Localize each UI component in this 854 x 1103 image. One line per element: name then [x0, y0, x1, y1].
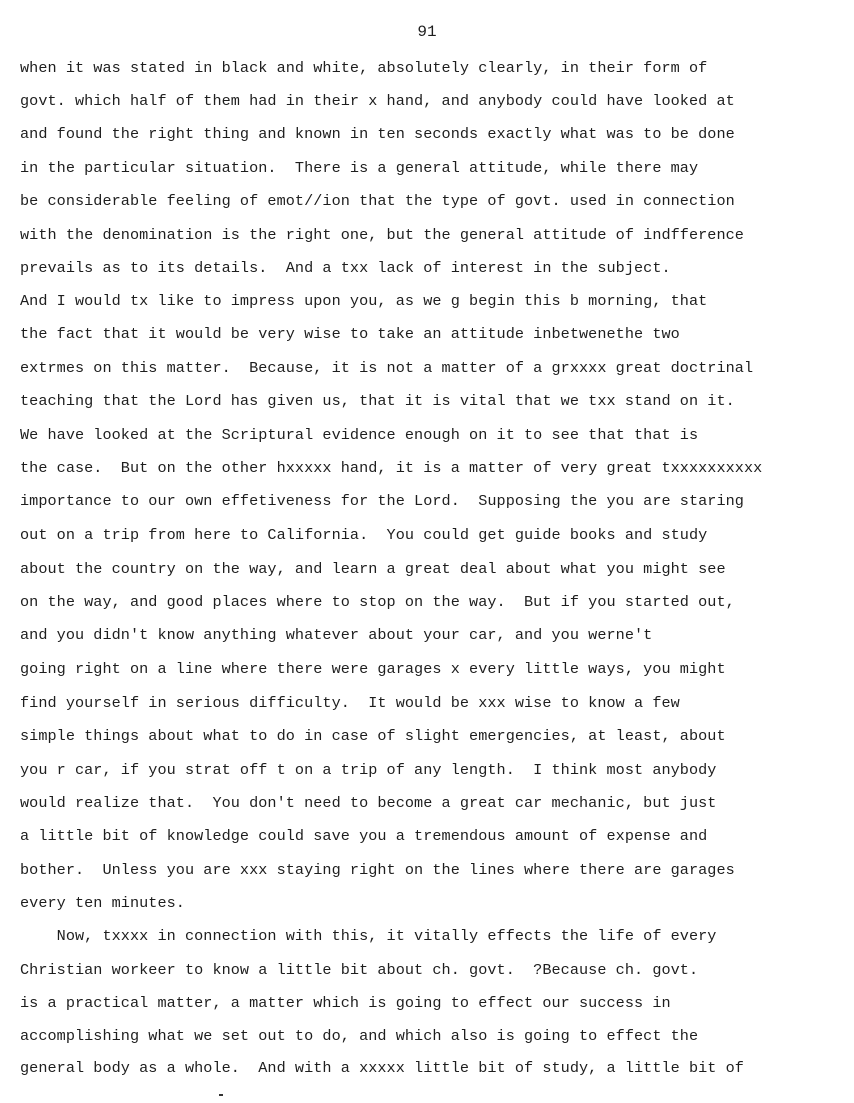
text-line: with the denomination is the right one, but the general attitude of indfference [20, 226, 744, 244]
text-line: the fact that it would be very wise to take an attitude inbetwenethe two [20, 325, 680, 343]
text-line: accomplishing what we set out to do, and which also is going to effect the [20, 1027, 699, 1045]
text-line: in the particular situation. There is a general attitude, while there may [20, 159, 699, 177]
text-line: general body as a whole. And with a xxxxx little bit of study, a little bit of [20, 1059, 744, 1077]
text-line: We have looked at the Scriptural evidence enough on it to see that that is [20, 426, 699, 444]
text-line: bother. Unless you are xxx staying right on the lines where there are garages [20, 861, 735, 879]
text-line: importance to our own effetiveness for the Lord. Supposing the you are staring [20, 492, 744, 510]
text-line: Now, txxxx in connection with this, it vitally effects the life of every [20, 927, 717, 945]
text-line: every ten minutes. [20, 894, 185, 912]
text-line: govt. which half of them had in their x hand, and anybody could have looked at [20, 92, 735, 110]
text-line: prevails as to its details. And a txx lack of interest in the subject. [20, 259, 671, 277]
text-line: a little bit of knowledge could save you a tremendous amount of expense and [20, 827, 708, 845]
text-line: and found the right thing and known in ten seconds exactly what was to be done [20, 125, 735, 143]
text-line: would realize that. You don't need to become a great car mechanic, but just [20, 794, 717, 812]
text-line: be considerable feeling of emot//ion that the type of govt. used in connection [20, 192, 735, 210]
text-line: out on a trip from here to California. You could get guide books and study [20, 526, 708, 544]
text-line: going right on a line where there were garages x every little ways, you might [20, 660, 726, 678]
text-line: on the way, and good places where to stop on the way. But if you started out, [20, 593, 735, 611]
text-line: extrmes on this matter. Because, it is not a matter of a grxxxx great doctrinal [20, 359, 754, 377]
text-line: you r car, if you strat off t on a trip of any length. I think most anybody [20, 761, 717, 779]
text-line: teaching that the Lord has given us, that it is vital that we txx stand on it. [20, 392, 735, 410]
text-line: the case. But on the other hxxxxx hand, it is a matter of very great txxxxxxxxxx [20, 459, 763, 477]
text-line: is a practical matter, a matter which is going to effect our success in [20, 994, 671, 1012]
text-line: find yourself in serious difficulty. It would be xxx wise to know a few [20, 694, 680, 712]
text-line: Christian workeer to know a little bit about ch. govt. ?Because ch. govt. [20, 961, 699, 979]
text-line: about the country on the way, and learn a great deal about what you might see [20, 560, 726, 578]
stray-ink-mark [219, 1094, 223, 1096]
text-line: And I would tx like to impress upon you, as we g begin this b morning, that [20, 292, 708, 310]
text-line: when it was stated in black and white, absolutely clearly, in their form of [20, 59, 708, 77]
text-line: and you didn't know anything whatever about your car, and you werne't [20, 626, 653, 644]
text-line: simple things about what to do in case of slight emergencies, at least, about [20, 727, 726, 745]
page-number: 91 [417, 23, 437, 41]
